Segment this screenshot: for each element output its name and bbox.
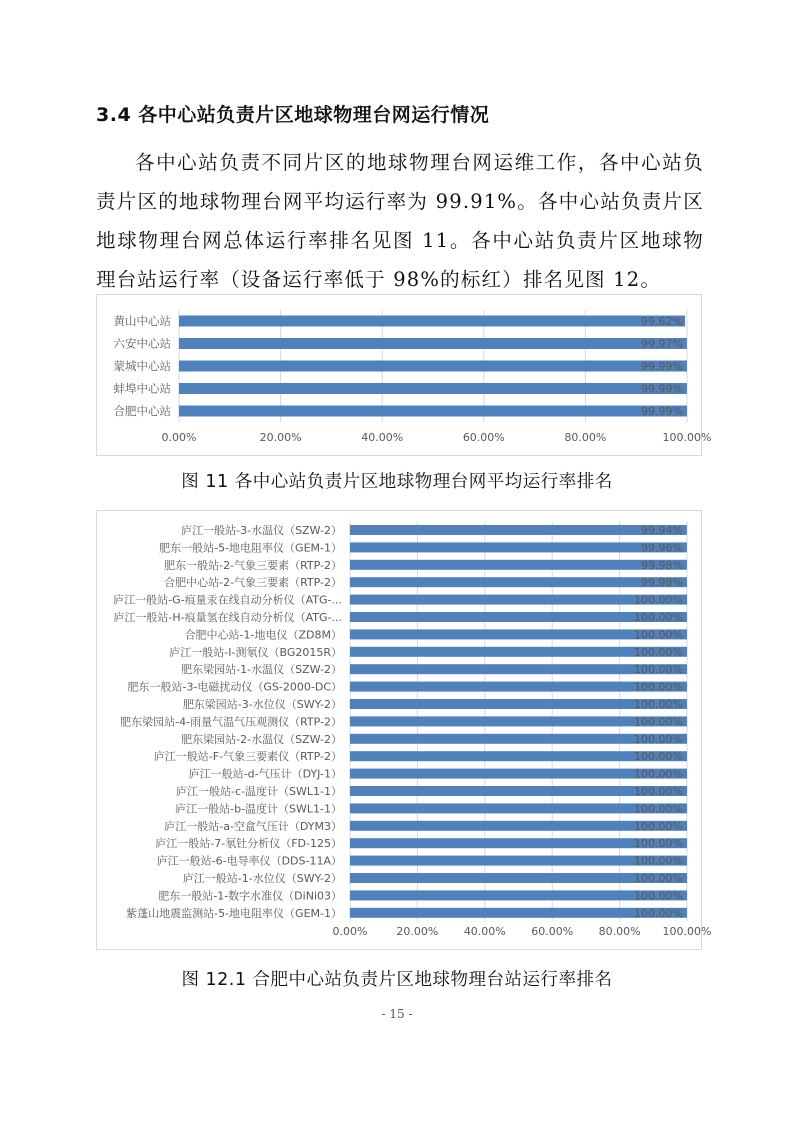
value-label: 99.99% xyxy=(641,360,683,373)
chart-fig12-svg xyxy=(97,511,712,949)
category-label: 肥东梁园站-4-雨量气温气压观测仪（RTP-2） xyxy=(120,715,342,729)
value-label: 99.99% xyxy=(641,382,683,396)
category-label: 庐江一般站-G-痕量汞在线自动分析仪（ATG-... xyxy=(113,593,342,607)
value-label: 99.99% xyxy=(641,405,683,418)
category-label: 肥东梁园站-3-水位仪（SWY-2） xyxy=(182,698,342,711)
x-tick-label: 20.00% xyxy=(259,431,302,444)
paragraph-text: 各中心站负责不同片区的地球物理台网运维工作，各中心站负责片区的地球物理台网平均运行率为 99.91%。各中心站负责片区地球物理台网总体运行率排名见图 11。各中心站负责片区地球物理台站运行率（设备运行率低于 98%的标红）排名见图 12。 xyxy=(96,151,704,291)
value-label: 100.00% xyxy=(634,698,683,711)
category-label: 庐江一般站-a-空盒气压计（DYM3） xyxy=(164,819,342,833)
category-label: 庐江一般站-c-温度计（SWL1-1） xyxy=(176,785,342,798)
x-tick-label: 100.00% xyxy=(662,925,712,938)
bar xyxy=(179,383,687,394)
value-label: 99.94% xyxy=(641,524,683,537)
x-tick-label: 40.00% xyxy=(361,431,404,444)
x-tick-label: 60.00% xyxy=(531,925,574,938)
x-tick-label: 20.00% xyxy=(396,925,439,938)
value-label: 100.00% xyxy=(634,872,683,885)
category-label: 六安中心站 xyxy=(113,336,171,351)
category-label: 庐江一般站-F-气象三要素仪（RTP-2） xyxy=(153,750,342,764)
value-label: 100.00% xyxy=(634,837,683,851)
category-label: 庐江一般站-1-水位仪（SWY-2） xyxy=(182,872,342,885)
bar xyxy=(179,316,685,327)
value-label: 100.00% xyxy=(634,854,683,868)
category-label: 紫蓬山地震监测站-5-地电阻率仪（GEM-1） xyxy=(126,906,342,920)
value-label: 100.00% xyxy=(634,767,683,781)
value-label: 100.00% xyxy=(634,889,683,903)
category-label: 黄山中心站 xyxy=(113,314,171,328)
value-label: 99.98% xyxy=(641,576,683,590)
chart-fig12 xyxy=(96,510,712,950)
body-paragraph xyxy=(96,143,704,299)
value-label: 100.00% xyxy=(634,645,683,659)
category-label: 庐江一般站-d-气压计（DYJ-1） xyxy=(188,767,342,781)
value-label: 100.00% xyxy=(634,628,683,642)
bar xyxy=(179,338,687,349)
category-label: 肥东一般站-2-气象三要素（RTP-2） xyxy=(164,558,342,572)
x-tick-label: 0.00% xyxy=(161,431,197,444)
category-label: 肥东一般站-1-数字水准仪（DiNi03） xyxy=(158,889,342,903)
value-label: 99.62% xyxy=(641,315,683,328)
section-heading: 3.4 各中心站负责片区地球物理台网运行情况 xyxy=(96,104,490,126)
value-label: 100.00% xyxy=(634,819,683,833)
chart-fig11 xyxy=(96,294,712,456)
category-label: 庐江一般站-I-测氡仪（BG2015R） xyxy=(169,645,342,659)
bar xyxy=(350,576,687,590)
x-tick-label: 100.00% xyxy=(662,431,712,444)
value-label: 100.00% xyxy=(634,802,683,816)
x-tick-label: 80.00% xyxy=(564,431,607,444)
category-label: 合肥中心站 xyxy=(113,404,171,418)
page-number: - 15 - xyxy=(381,1007,413,1021)
category-label: 肥东一般站-3-电磁扰动仪（GS-2000-DC） xyxy=(127,680,342,694)
category-label: 庐江一般站-3-水温仪（SZW-2） xyxy=(181,524,342,537)
category-label: 蚌埠中心站 xyxy=(113,381,171,396)
x-tick-label: 80.00% xyxy=(598,925,641,938)
value-label: 100.00% xyxy=(634,715,683,729)
chart-fig11-svg xyxy=(97,295,712,455)
category-label: 肥东梁园站-2-水温仪（SZW-2） xyxy=(181,732,342,746)
value-label: 100.00% xyxy=(634,906,683,920)
value-label: 100.00% xyxy=(634,663,683,677)
bar xyxy=(350,560,687,570)
category-label: 庐江一般站-H-痕量氢在线自动分析仪（ATG-... xyxy=(113,611,342,624)
bar xyxy=(350,525,687,535)
category-label: 庐江一般站-7-氡钍分析仪（FD-125） xyxy=(155,837,342,851)
category-label: 庐江一般站-6-电导率仪（DDS-11A） xyxy=(156,854,342,868)
value-label: 99.98% xyxy=(641,558,683,572)
caption-fig12: 图 12.1 合肥中心站负责片区地球物理台站运行率排名 xyxy=(181,970,613,990)
value-label: 100.00% xyxy=(634,750,683,764)
x-tick-label: 0.00% xyxy=(332,925,368,938)
bar xyxy=(350,541,687,555)
category-label: 蒙城中心站 xyxy=(113,359,171,373)
bar xyxy=(179,406,687,417)
category-label: 肥东一般站-5-地电阻率仪（GEM-1） xyxy=(159,541,342,555)
value-label: 100.00% xyxy=(634,593,683,607)
value-label: 99.97% xyxy=(641,337,683,351)
value-label: 100.00% xyxy=(634,785,683,798)
category-label: 合肥中心站-2-气象三要素（RTP-2） xyxy=(164,576,342,590)
category-label: 肥东梁园站-1-水温仪（SZW-2） xyxy=(181,663,342,677)
bar xyxy=(179,361,687,372)
x-tick-label: 40.00% xyxy=(463,925,506,938)
category-label: 庐江一般站-b-温度计（SWL1-1） xyxy=(175,802,342,816)
value-label: 100.00% xyxy=(634,611,683,624)
x-tick-label: 60.00% xyxy=(462,431,505,444)
value-label: 100.00% xyxy=(634,680,683,694)
value-label: 99.96% xyxy=(641,541,683,555)
value-label: 100.00% xyxy=(634,732,683,746)
category-label: 合肥中心站-1-地电仪（ZD8M） xyxy=(184,628,342,642)
caption-fig11: 图 11 各中心站负责片区地球物理台网平均运行率排名 xyxy=(181,472,613,492)
